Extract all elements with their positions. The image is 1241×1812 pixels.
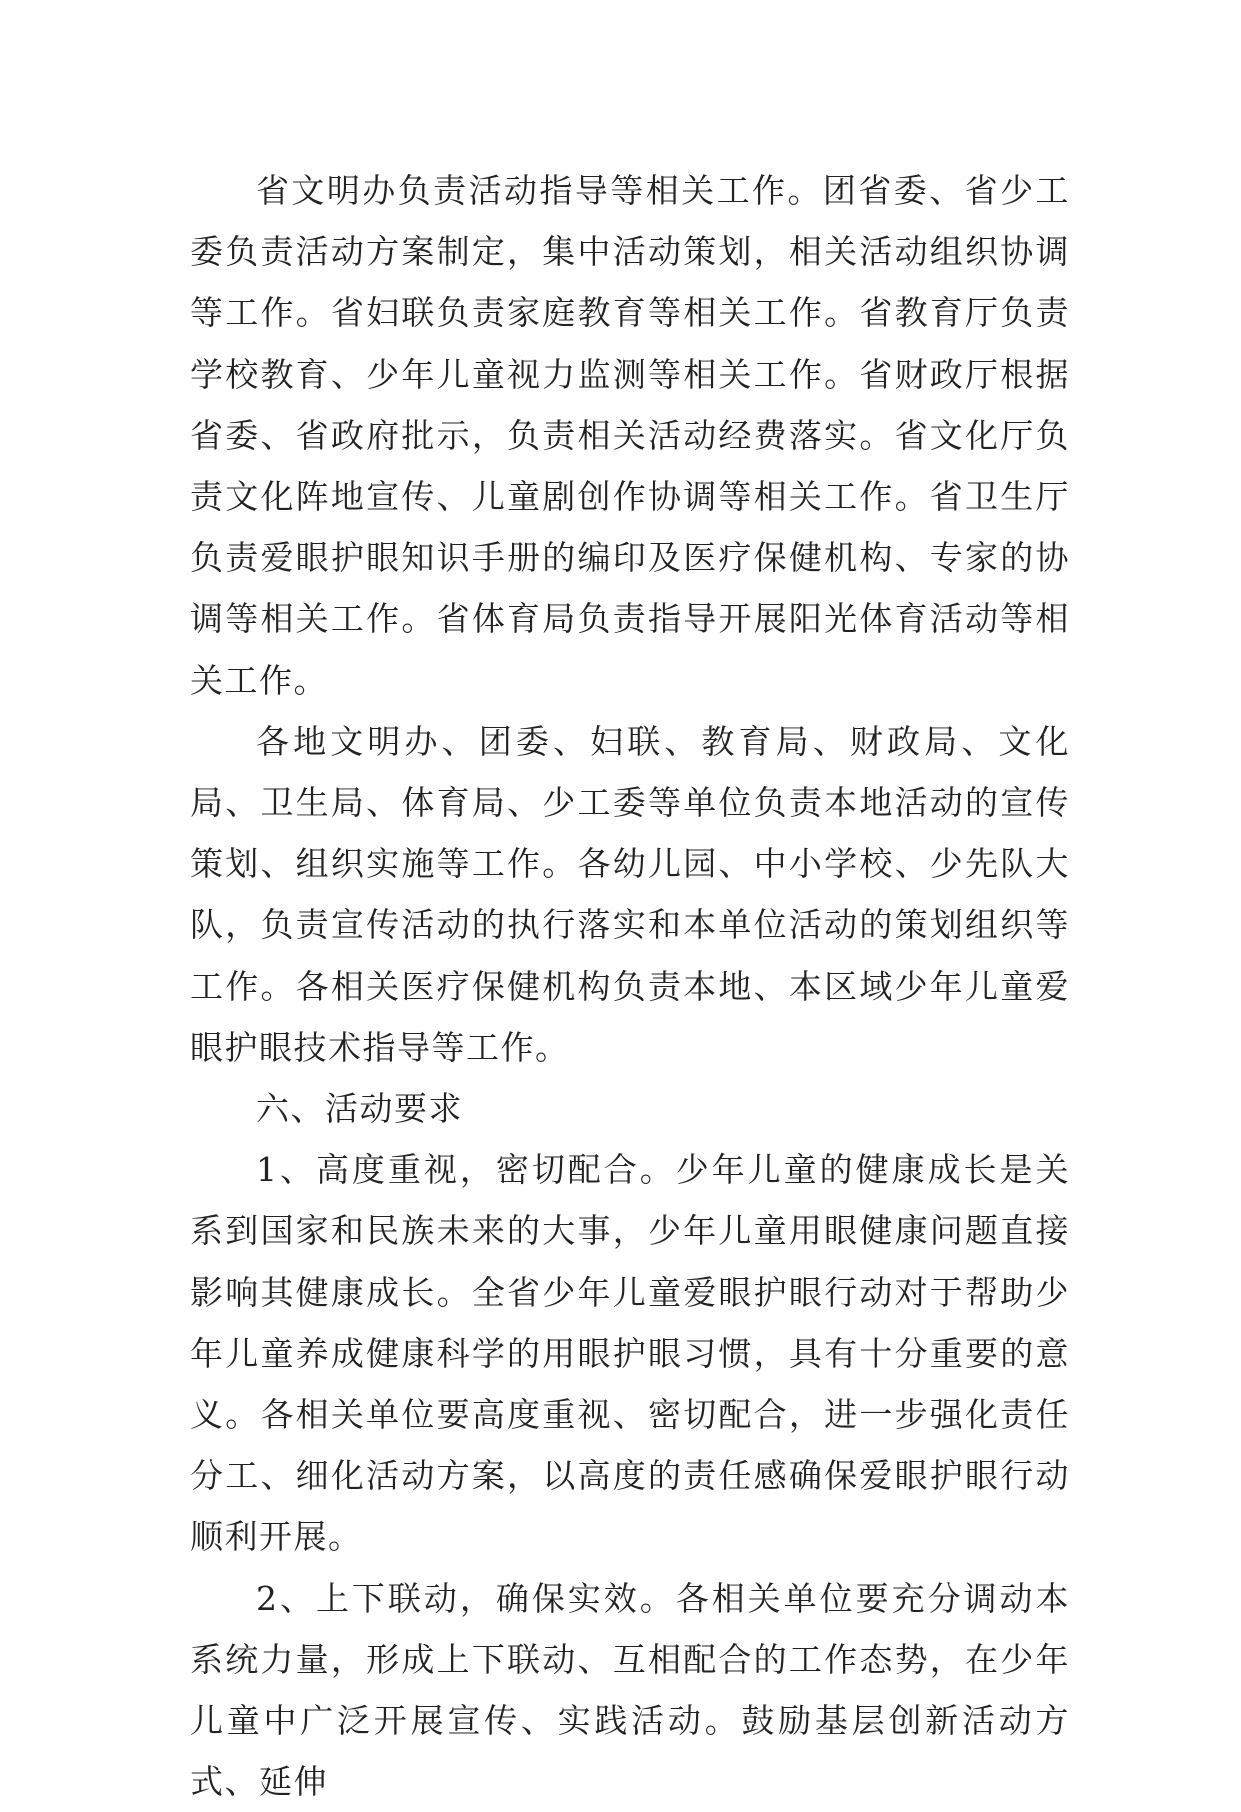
document-body bbox=[190, 160, 1070, 1812]
requirement-item-1: 1、高度重视，密切配合。少年儿童的健康成长是关系到国家和民族未来的大事，少年儿童用眼健康问题直接影响其健康成长。全省少年儿童爱眼护眼行动对于帮助少年儿童养成健康科学的用眼护眼习惯，具有十分重要的意义。各相关单位要高度重视、密切配合，进一步强化责任分工、细化活动方案，以高度的责任感确保爱眼护眼行动顺利开展。 bbox=[190, 1150, 1070, 1557]
paragraph-responsibilities-local: 各地文明办、团委、妇联、教育局、财政局、文化局、卫生局、体育局、少工委等单位负责本地活动的宣传策划、组织实施等工作。各幼儿园、中小学校、少先队大队，负责宣传活动的执行落实和本单位活动的策划组织等工作。各相关医疗保健机构负责本地、本区域少年儿童爱眼护眼技术指导等工作。 bbox=[190, 721, 1070, 1067]
section-heading: 六、活动要求 bbox=[256, 1089, 463, 1129]
paragraph-responsibilities-province: 省文明办负责活动指导等相关工作。团省委、省少工委负责活动方案制定，集中活动策划，相关活动组织协调等工作。省妇联负责家庭教育等相关工作。省教育厅负责学校教育、少年儿童视力监测等相关工作。省财政厅根据省委、省政府批示，负责相关活动经费落实。省文化厅负责文化阵地宣传、儿童剧创作协调等相关工作。省卫生厅负责爱眼护眼知识手册的编印及医疗保健机构、专家的协调等相关工作。省体育局负责指导开展阳光体育活动等相关工作。 bbox=[190, 171, 1070, 700]
requirement-item-2: 2、上下联动，确保实效。各相关单位要充分调动本系统力量，形成上下联动、互相配合的工作态势，在少年儿童中广泛开展宣传、实践活动。鼓励基层创新活动方式、延伸 bbox=[190, 1578, 1070, 1802]
